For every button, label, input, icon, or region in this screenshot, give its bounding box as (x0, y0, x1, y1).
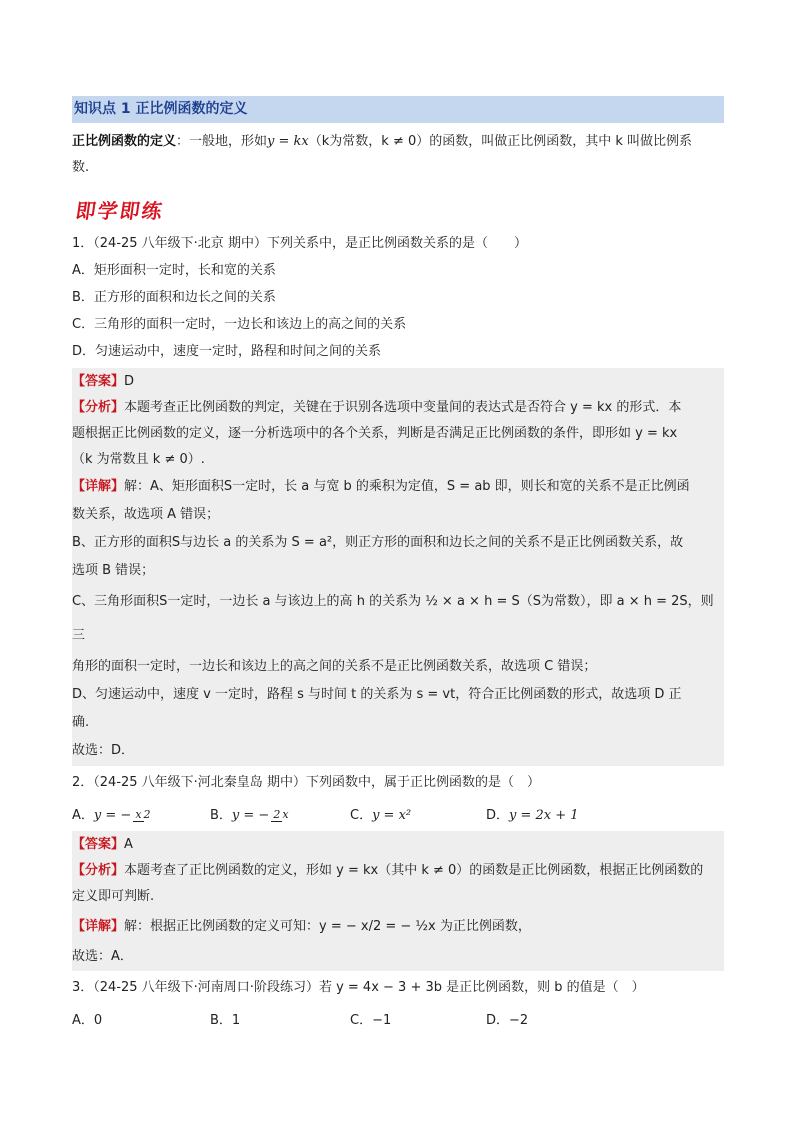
detail-line: 数关系，故选项 A 错误； (72, 507, 220, 522)
question-stem: 2．（24-25 八年级下·河北秦皇岛 期中）下列函数中，属于正比例函数的是（ ） (72, 775, 540, 790)
answer-block (72, 368, 724, 766)
option-d: D．−2 (486, 1012, 529, 1028)
detail-line: 解：A、矩形面积S一定时，长 a 与宽 b 的乘积为定值，S = ab 即，则长和宽的关系不是正比例函 (124, 479, 690, 494)
detail-line: 解：根据正比例函数的定义可知：y = − x/2 = − ½x 为正比例函数， (124, 919, 531, 934)
detail-tag: 【详解】 (72, 919, 125, 934)
question-stem: 1．（24-25 八年级下·北京 期中）下列关系中，是正比例函数关系的是（ ） (72, 236, 527, 251)
definition-text: ：一般地，形如 (176, 134, 268, 149)
option-b: B．y = − 2 x (210, 807, 289, 823)
detail-tag: 【详解】 (72, 479, 125, 494)
question-3 (72, 974, 724, 1033)
option-a: A．y = − x 2 (72, 807, 151, 823)
analysis-tag: 【分析】 (72, 400, 125, 415)
question-stem: 3．（24-25 八年级下·河南周口·阶段练习）若 y = 4x − 3 + 3b 是正比例函数，则 b 的值是（ ） (72, 980, 645, 995)
option-c: C．−1 (350, 1012, 392, 1028)
analysis-line: 题根据正比例函数的定义，逐一分析选项中的各个关系，判断是否满足正比例函数的条件，即形如 y = kx (72, 426, 678, 441)
analysis-line: 本题考查了正比例函数的定义，形如 y = kx（其中 k ≠ 0）的函数是正比例函数，根据正比例函数的 (124, 863, 704, 878)
conclusion: 故选：A． (72, 949, 133, 964)
document-page (72, 96, 724, 1035)
conclusion: 故选：D． (72, 743, 135, 758)
answer-block (72, 831, 724, 971)
options-row (72, 798, 724, 828)
options-row (72, 1003, 724, 1033)
option-d: D．y = 2x + 1 (486, 807, 579, 823)
definition-rest: 的函数，叫做正比例函数，其中 k 叫做比例系 (429, 134, 693, 149)
definition-paren: （k为常数，k ≠ 0） (308, 134, 430, 149)
definition-formula: y = kx (267, 134, 309, 149)
option-a: A．0 (72, 1012, 103, 1028)
option-a: A．矩形面积一定时，长和宽的关系 (72, 263, 276, 278)
fraction: x 2 (135, 807, 151, 821)
answer-tag: 【答案】 (72, 374, 125, 389)
definition-cont: 数. (72, 160, 90, 175)
question-2 (72, 769, 724, 971)
fraction: 2 x (273, 807, 289, 821)
answer-tag: 【答案】 (72, 837, 125, 852)
option-c: C．三角形的面积一定时，一边长和该边上的高之间的关系 (72, 317, 407, 332)
answer-value: A (124, 837, 133, 852)
question-1 (72, 230, 724, 766)
analysis-line: （k 为常数且 k ≠ 0）. (72, 452, 205, 467)
analysis-line: 本题考查正比例函数的判定，关键在于识别各选项中变量间的表达式是否符合 y = kx 的形式．本 (124, 400, 682, 415)
detail-line: D、匀速运动中，速度 v 一定时，路程 s 与时间 t 的关系为 s = vt，符合正比例函数的形式，故选项 D 正 (72, 687, 682, 702)
option-b: B．1 (210, 1012, 241, 1028)
detail-line: B、正方形的面积S与边长 a 的关系为 S = a²，则正方形的面积和边长之间的关系不是正比例函数关系，故 (72, 535, 684, 550)
section-header: 知识点 1 正比例函数的定义 (72, 96, 724, 123)
answer-value: D (124, 374, 135, 389)
detail-line: 角形的面积一定时，一边长和该边上的高之间的关系不是正比例函数关系，故选项 C 错误； (72, 659, 597, 674)
definition-label: 正比例函数的定义 (72, 134, 177, 149)
practice-title: 即学即练 (74, 199, 166, 223)
detail-line: 选项 B 错误； (72, 563, 155, 578)
detail-line: C、三角形面积S一定时，一边长 a 与该边上的高 h 的关系为 ½ × a × h = S（S为常数），即 a × h = 2S，则三 (72, 594, 714, 643)
option-b: B．正方形的面积和边长之间的关系 (72, 290, 276, 305)
option-c: C．y = x² (350, 807, 412, 823)
option-d: D．匀速运动中，速度一定时，路程和时间之间的关系 (72, 344, 382, 359)
definition-paragraph (72, 129, 724, 181)
analysis-tag: 【分析】 (72, 863, 125, 878)
analysis-line: 定义即可判断. (72, 889, 155, 904)
detail-line: 确. (72, 715, 90, 730)
